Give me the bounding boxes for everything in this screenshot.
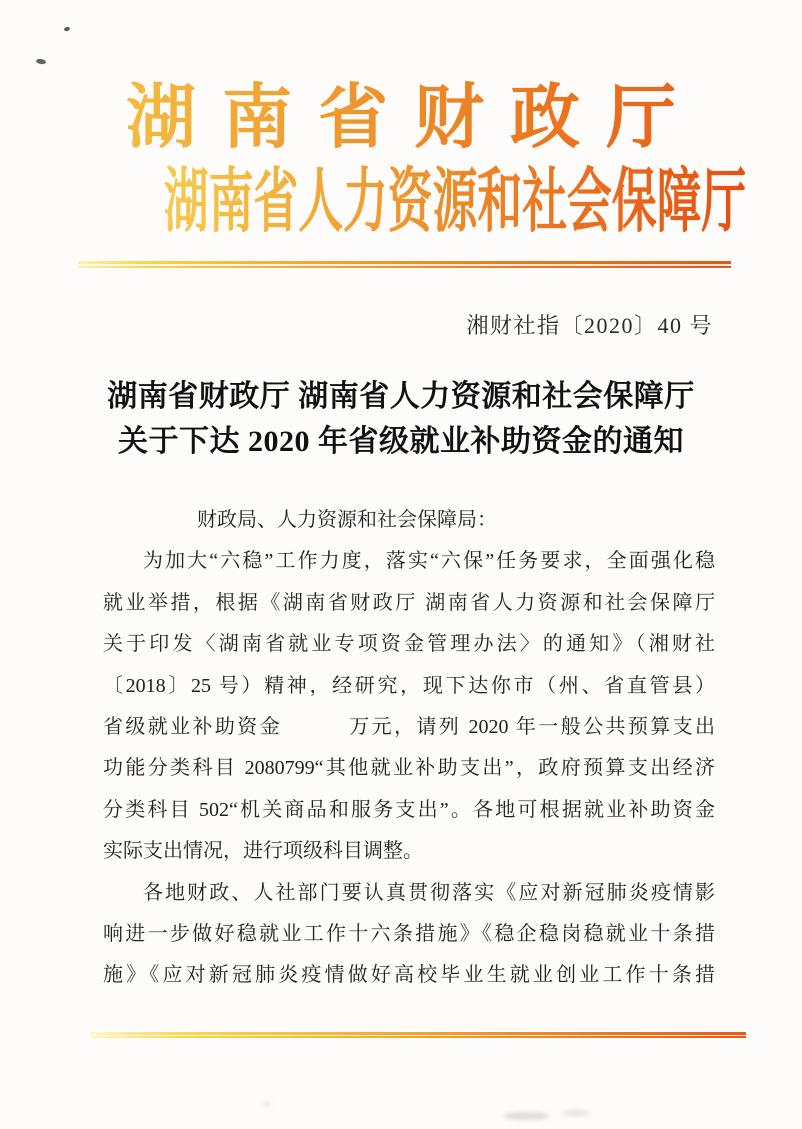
body-line-amount-blank: 省级就业补助资金 万元，请列 2020 年一般公共预算支出 xyxy=(103,715,715,738)
letterhead-divider-rule xyxy=(78,261,731,268)
ink-speck xyxy=(63,26,70,32)
document-number: 湘财社指〔2020〕40 号 xyxy=(466,313,713,338)
body-line: 〔2018〕25 号）精神，经研究，现下达你市（州、省直管县） xyxy=(103,674,715,697)
document-body xyxy=(103,500,715,997)
footer-gradient-rule xyxy=(90,1032,746,1038)
body-line: 各地财政、人社部门要认真贯彻落实《应对新冠肺炎疫情影 xyxy=(143,881,715,904)
body-line: 响进一步做好稳就业工作十六条措施》《稳企稳岗稳就业十条措 xyxy=(103,922,715,945)
letterhead-org-hr-social-security: 湖南省人力资源和社会保障厅 xyxy=(164,160,746,246)
document-title xyxy=(0,374,802,464)
ink-speck xyxy=(36,58,47,64)
body-line: 施》《应对新冠肺炎疫情做好高校毕业生就业创业工作十条措 xyxy=(103,964,715,987)
document-title-line2: 关于下达 2020 年省级就业补助资金的通知 xyxy=(118,425,684,458)
body-line: 功能分类科目 2080799“其他就业补助支出”，政府预算支出经济 xyxy=(103,757,715,780)
letterhead-org-finance: 湖南省财政厅 xyxy=(0,76,802,162)
scan-smudge xyxy=(262,1101,272,1107)
scan-smudge xyxy=(562,1110,590,1116)
scan-smudge xyxy=(503,1112,549,1120)
body-line: 实际支出情况，进行项级科目调整。 xyxy=(103,840,423,863)
body-line: 为加大“六稳”工作力度，落实“六保”任务要求，全面强化稳 xyxy=(143,550,715,573)
document-title-line1: 湖南省财政厅 湖南省人力资源和社会保障厅 xyxy=(107,380,695,413)
salutation-line: 财政局、人力资源和社会保障局： xyxy=(197,509,497,531)
letterhead-org-hr-wrap xyxy=(0,160,802,246)
body-line: 关于印发〈湖南省就业专项资金管理办法〉的通知》（湘财社 xyxy=(103,633,715,656)
body-line: 就业举措，根据《湖南省财政厅 湖南省人力资源和社会保障厅 xyxy=(103,591,715,614)
body-line: 分类科目 502“机关商品和服务支出”。各地可根据就业补助资金 xyxy=(103,798,715,821)
